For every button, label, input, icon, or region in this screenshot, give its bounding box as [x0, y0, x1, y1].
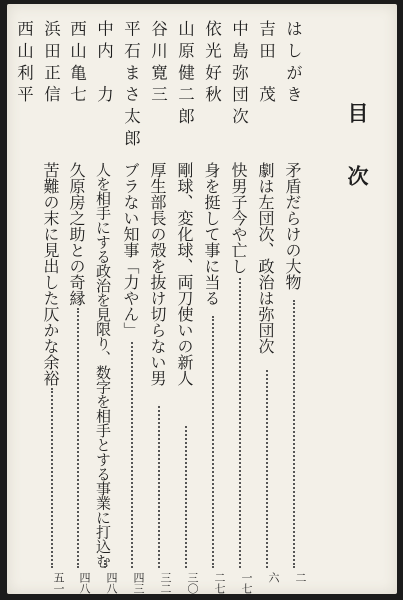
dot-leader: [51, 388, 53, 568]
page-number: 四八: [78, 572, 91, 594]
chapter-title: 劇は左団次、政治は弥団次: [256, 162, 275, 354]
page-number: 二七: [213, 572, 226, 594]
dot-leader: [185, 426, 187, 568]
page-number: 五一: [52, 572, 65, 594]
chapter-title: 人を相手にする政治を見限り、数字を相手とする事業に打込む: [94, 162, 112, 568]
chapter-title: 厚生部長の殻を抜け切らない男: [148, 162, 167, 386]
chapter-title: 苦難の末に見出した仄かな余裕: [41, 162, 60, 386]
author-hashigaki: はしがき: [283, 20, 303, 108]
chapter-title: 久原房之助との奇縁: [67, 162, 86, 306]
author-tanikawa: 谷川寛三: [148, 20, 168, 108]
author-hamada: 浜田正信: [41, 20, 61, 108]
author-yorimitsu: 依光好秋: [202, 20, 222, 108]
page-number: 三二: [159, 572, 172, 594]
author-yoshida: 吉田 茂: [256, 20, 276, 108]
dot-leader: [77, 308, 79, 568]
dot-leader: [293, 300, 295, 568]
dot-leader: [131, 342, 133, 568]
page-number: 四八: [105, 572, 118, 594]
page-number: 二: [294, 572, 307, 583]
dot-leader: [158, 406, 160, 568]
chapter-title: 矛盾だらけの大物: [283, 162, 302, 290]
chapter-title: 身を挺して事に当る: [202, 162, 221, 306]
page-number: 一七: [240, 572, 253, 594]
dot-leader: [239, 278, 241, 568]
author-nakauchi: 中内 力: [94, 20, 114, 108]
chapter-title: 快男子今や亡し: [229, 162, 248, 274]
page-number: 六: [267, 572, 280, 583]
author-yamahara: 山原健二郎: [175, 20, 195, 130]
chapter-title: ブラない知事「力やん」: [121, 162, 140, 338]
chapter-title: 剛球、変化球、両刀使いの新人: [175, 162, 194, 386]
author-hiraishi: 平石まさ太郎: [121, 20, 141, 152]
dot-leader: [266, 370, 268, 568]
book-page: [7, 4, 397, 594]
table-of-contents-heading: 目次: [345, 102, 370, 228]
author-nishiyama-kameshichi: 西山亀七: [67, 20, 87, 108]
dot-leader: [104, 560, 106, 568]
author-nakajima: 中島弥団次: [229, 20, 249, 130]
author-nishiyama-rihei: 西山利平: [14, 20, 34, 108]
page-number: 四三: [132, 572, 145, 594]
page-number: 三〇: [186, 572, 199, 594]
dot-leader: [212, 316, 214, 568]
